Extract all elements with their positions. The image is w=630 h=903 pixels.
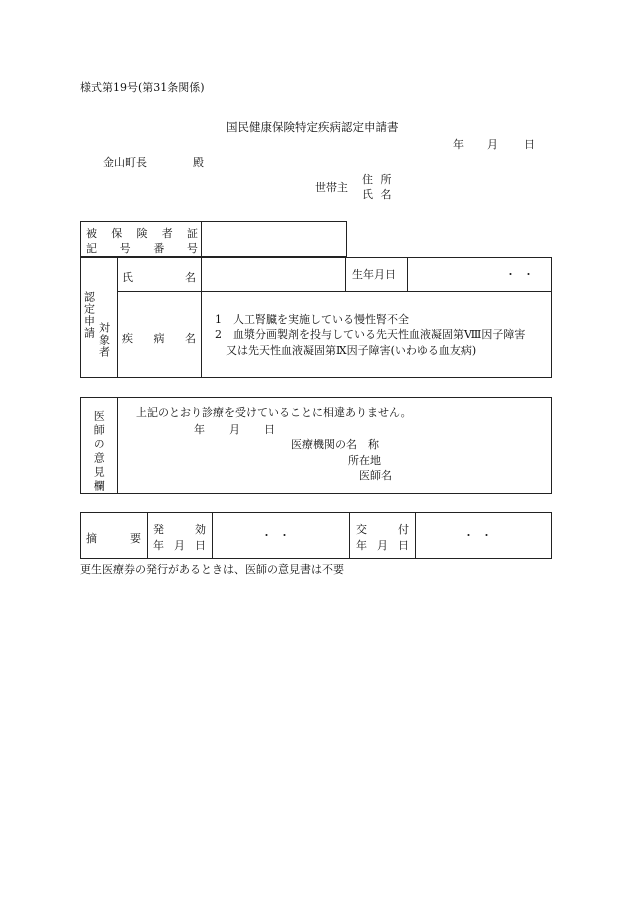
header-date-day: 日 [524,138,535,151]
doctor-date-day: 日 [264,423,275,436]
issue-date-label-1: 交 付 [356,523,409,536]
doctor-opinion-label: 医師の意見欄 [92,410,106,494]
target-name-label: 氏 名 [122,271,196,284]
doctor-date-year: 年 [194,423,205,436]
institution-address-label: 所在地 [348,454,381,467]
disease-option-1: 1 人工腎臓を実施している慢性腎不全 [215,313,409,326]
effective-date-label-1: 発 効 [153,523,206,536]
birthdate-divider-right [407,257,408,291]
target-name-field[interactable] [203,259,343,289]
target-outer-label-2: 対象者 [97,322,111,358]
form-number: 様式第19号(第31条関係) [80,81,205,94]
target-row-divider [117,291,552,292]
header-date-month: 月 [487,138,498,151]
doctor-name-label: 医師名 [359,469,392,482]
addressee-name: 金山町長 [103,156,147,169]
issue-date-value[interactable]: ・ ・ [463,529,492,542]
birthdate-value[interactable]: ・ ・ [505,268,534,281]
insurance-card-divider [201,221,202,257]
disease-option-2: 2 血漿分画製剤を投与している先天性血液凝固第Ⅷ因子障害 [215,328,526,341]
disease-label: 疾 病 名 [122,332,196,345]
summary-divider-3 [349,512,350,559]
issue-date-label-2: 年 月 日 [356,539,409,552]
target-outer-label-1: 認定申請 [82,291,96,339]
summary-divider-1 [147,512,148,559]
summary-divider-4 [415,512,416,559]
insurance-card-number-field[interactable] [203,223,345,255]
disease-option-2-cont: 又は先天性血液凝固第Ⅸ因子障害(いわゆる血友病) [215,344,477,357]
applicant-name-label: 氏 名 [362,188,394,201]
footnote: 更生医療券の発行があるときは、医師の意見書は不要 [80,563,344,576]
applicant-address-label: 住 所 [362,173,394,186]
effective-date-label-2: 年 月 日 [153,539,206,552]
document-title: 国民健康保険特定疾病認定申請書 [226,120,399,134]
doctor-opinion-divider [117,397,118,494]
doctor-date-month: 月 [229,423,240,436]
summary-divider-2 [212,512,213,559]
addressee-honorific: 殿 [193,156,204,169]
doctor-statement: 上記のとおり診療を受けていることに相違ありません。 [136,406,412,419]
institution-label: 医療機関の名 称 [291,438,379,451]
applicant-label: 世帯主 [315,181,348,194]
target-col-divider-1 [117,257,118,378]
effective-date-value[interactable]: ・ ・ [261,529,290,542]
header-date-year: 年 [453,138,464,151]
target-col-divider-2 [201,257,202,378]
birthdate-label: 生年月日 [352,268,396,281]
summary-label: 摘 要 [86,532,141,545]
insurance-card-label-line2: 記 号 番 号 [86,242,198,255]
insurance-card-label-line1: 被 保 険 者 証 [86,227,198,240]
birthdate-divider-left [345,257,346,291]
